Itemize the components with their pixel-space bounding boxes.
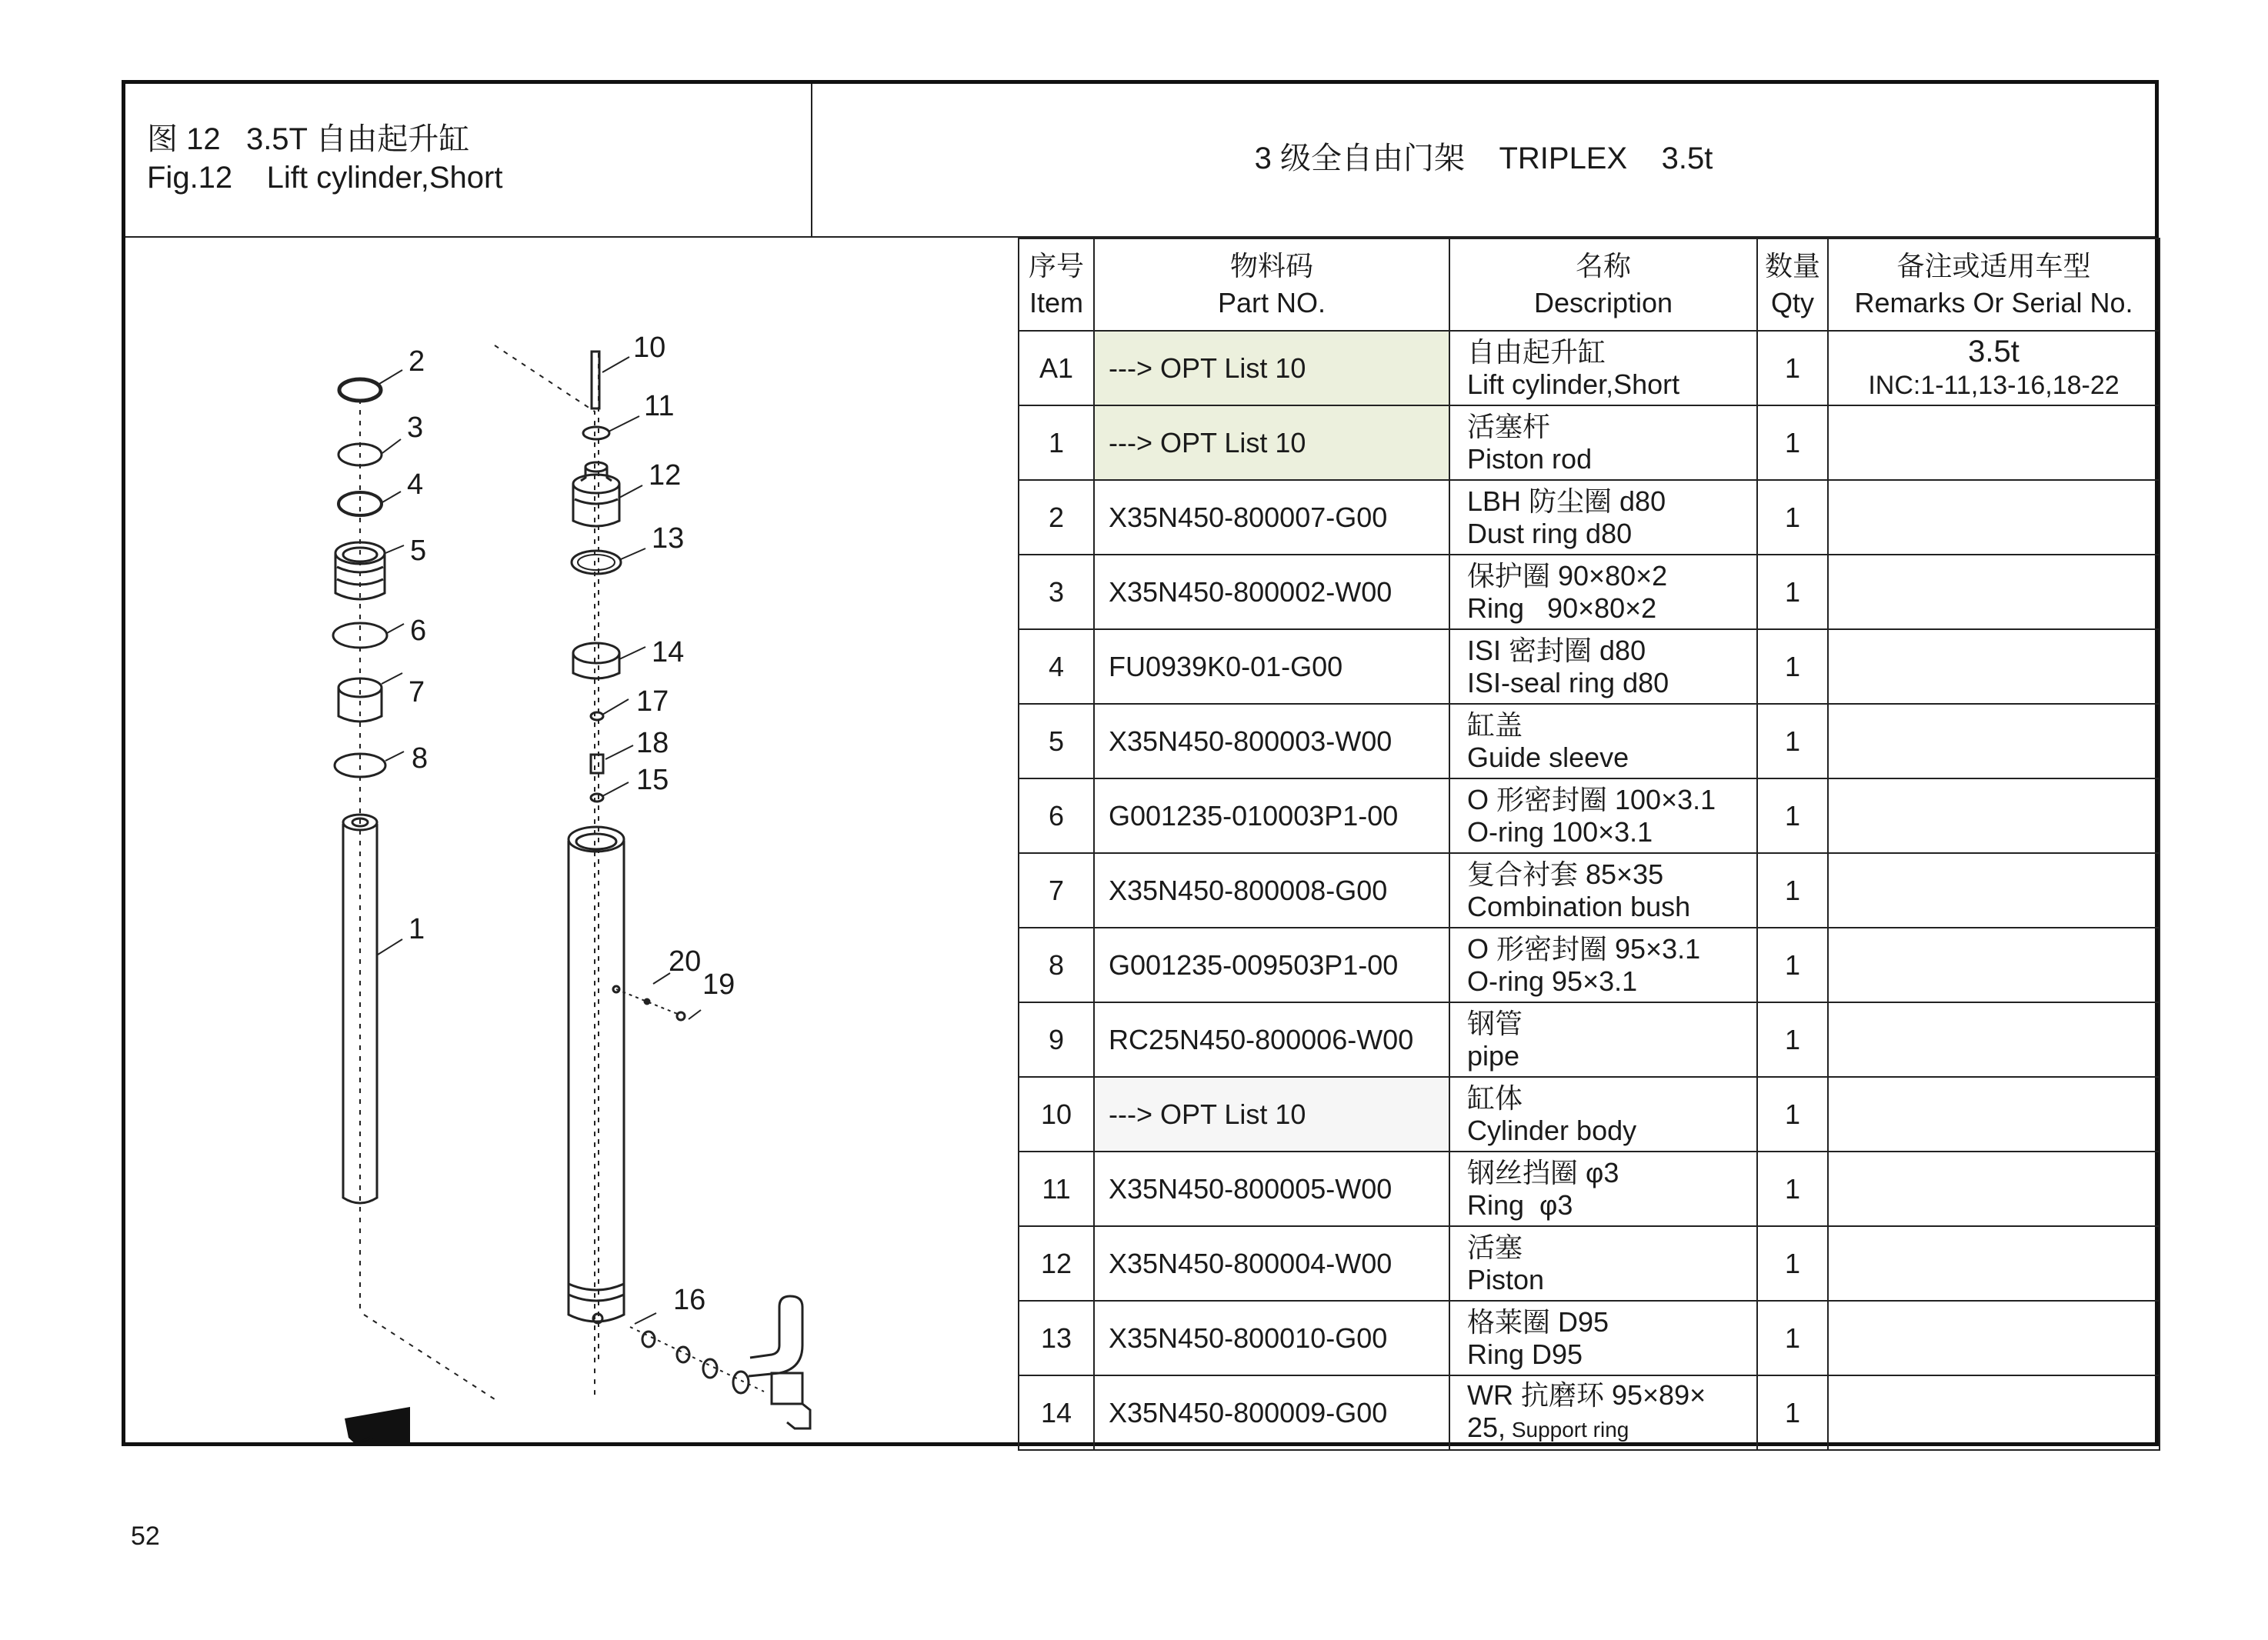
description-cell: LBH 防尘圈 d80 Dust ring d80 (1449, 480, 1757, 555)
remarks-cell (1828, 853, 2160, 928)
qty-cell: 1 (1757, 1375, 1828, 1450)
qty-cell: 1 (1757, 555, 1828, 629)
table-row (1019, 778, 2160, 853)
description-cell: 钢丝挡圈 φ3 Ring φ3 (1449, 1152, 1757, 1226)
header-qty: 数量 Qty (1757, 238, 1828, 331)
table-row (1019, 1375, 2160, 1450)
table-header-row (1019, 238, 2160, 331)
remarks-cell: 3.5t INC:1-11,13-16,18-22 (1828, 331, 2160, 405)
description-cell: 格莱圈 D95 Ring D95 (1449, 1301, 1757, 1375)
callout-15: 15 (636, 764, 669, 796)
callout-3: 3 (407, 412, 424, 444)
callout-7: 7 (409, 676, 425, 708)
table-row (1019, 1002, 2160, 1077)
qty-cell: 1 (1757, 405, 1828, 480)
callout-1: 1 (409, 913, 425, 945)
parts-table (1018, 238, 2160, 1451)
remarks-cell (1828, 1077, 2160, 1152)
callout-16: 16 (673, 1284, 706, 1316)
item-cell: 4 (1019, 629, 1094, 704)
header-remarks: 备注或适用车型 Remarks Or Serial No. (1828, 238, 2160, 331)
qty-cell: 1 (1757, 629, 1828, 704)
exploded-view-drawing (125, 238, 1018, 1446)
remarks-cell (1828, 629, 2160, 704)
table-row (1019, 853, 2160, 928)
table-row (1019, 1077, 2160, 1152)
description-cell: ISI 密封圈 d80 ISI-seal ring d80 (1449, 629, 1757, 704)
qty-cell: 1 (1757, 1301, 1828, 1375)
item-cell: 6 (1019, 778, 1094, 853)
table-row (1019, 1301, 2160, 1375)
part-no-cell: G001235-009503P1-00 (1094, 928, 1449, 1002)
table-row (1019, 704, 2160, 778)
part-no-cell: X35N450-800009-G00 (1094, 1375, 1449, 1450)
part-no-cell: G001235-010003P1-00 (1094, 778, 1449, 853)
remarks-cell (1828, 555, 2160, 629)
part-no-cell: X35N450-800004-W00 (1094, 1226, 1449, 1301)
callout-4: 4 (407, 468, 424, 501)
callout-12: 12 (649, 459, 682, 492)
callout-labels (125, 238, 1018, 1446)
qty-cell: 1 (1757, 1152, 1828, 1226)
item-cell: 12 (1019, 1226, 1094, 1301)
callout-13: 13 (652, 522, 685, 555)
item-cell: 1 (1019, 405, 1094, 480)
callout-2: 2 (409, 345, 425, 378)
table-row (1019, 405, 2160, 480)
item-cell: 8 (1019, 928, 1094, 1002)
table-row (1019, 480, 2160, 555)
part-no-cell: X35N450-800002-W00 (1094, 555, 1449, 629)
table-row (1019, 331, 2160, 405)
part-no-cell[interactable]: ---> OPT List 10 (1094, 331, 1449, 405)
part-no-cell[interactable]: ---> OPT List 10 (1094, 405, 1449, 480)
description-cell: O 形密封圈 95×3.1 O-ring 95×3.1 (1449, 928, 1757, 1002)
figure-title-en: Fig.12 Lift cylinder,Short (147, 161, 503, 195)
header-description: 名称 Description (1449, 238, 1757, 331)
remarks-cell (1828, 1375, 2160, 1450)
table-row (1019, 1152, 2160, 1226)
item-cell: 11 (1019, 1152, 1094, 1226)
remarks-cell (1828, 1002, 2160, 1077)
item-cell: 14 (1019, 1375, 1094, 1450)
item-cell: 7 (1019, 853, 1094, 928)
description-cell: O 形密封圈 100×3.1 O-ring 100×3.1 (1449, 778, 1757, 853)
callout-18: 18 (636, 727, 669, 759)
description-cell: 保护圈 90×80×2 Ring 90×80×2 (1449, 555, 1757, 629)
part-no-cell: X35N450-800008-G00 (1094, 853, 1449, 928)
remarks-cell (1828, 1226, 2160, 1301)
figure-title-cn: 图 12 3.5T 自由起升缸 (147, 122, 470, 156)
remarks-cell (1828, 704, 2160, 778)
remarks-cell (1828, 1152, 2160, 1226)
remarks-cell (1828, 778, 2160, 853)
page-number: 52 (131, 1522, 160, 1551)
callout-20: 20 (669, 945, 702, 978)
part-no-cell: X35N450-800007-G00 (1094, 480, 1449, 555)
callout-10: 10 (633, 332, 666, 364)
description-cell: 缸盖 Guide sleeve (1449, 704, 1757, 778)
callout-14: 14 (652, 636, 685, 668)
callout-19: 19 (702, 968, 735, 1001)
item-cell: 10 (1019, 1077, 1094, 1152)
qty-cell: 1 (1757, 853, 1828, 928)
qty-cell: 1 (1757, 1226, 1828, 1301)
callout-8: 8 (412, 742, 429, 775)
callout-11: 11 (644, 390, 675, 422)
description-cell: 活塞 Piston (1449, 1226, 1757, 1301)
qty-cell: 1 (1757, 928, 1828, 1002)
item-cell: A1 (1019, 331, 1094, 405)
qty-cell: 1 (1757, 1002, 1828, 1077)
description-cell: WR 抗磨环 95×89× 25, Support ring (1449, 1375, 1757, 1450)
callout-6: 6 (410, 615, 427, 647)
description-cell: 缸体 Cylinder body (1449, 1077, 1757, 1152)
remarks-cell (1828, 405, 2160, 480)
part-no-cell: X35N450-800010-G00 (1094, 1301, 1449, 1375)
part-no-cell[interactable]: ---> OPT List 10 (1094, 1077, 1449, 1152)
qty-cell: 1 (1757, 1077, 1828, 1152)
item-cell: 13 (1019, 1301, 1094, 1375)
qty-cell: 1 (1757, 331, 1828, 405)
description-cell: 活塞杆 Piston rod (1449, 405, 1757, 480)
mast-title-block (812, 84, 2155, 238)
header-part-no: 物料码 Part NO. (1094, 238, 1449, 331)
table-row (1019, 928, 2160, 1002)
part-no-cell: RC25N450-800006-W00 (1094, 1002, 1449, 1077)
item-cell: 5 (1019, 704, 1094, 778)
figure-title-block (125, 84, 812, 238)
header-item: 序号 Item (1019, 238, 1094, 331)
callout-17: 17 (636, 685, 669, 718)
description-cell: 自由起升缸 Lift cylinder,Short (1449, 331, 1757, 405)
table-row (1019, 629, 2160, 704)
table-row (1019, 1226, 2160, 1301)
item-cell: 2 (1019, 480, 1094, 555)
item-cell: 9 (1019, 1002, 1094, 1077)
table-row (1019, 555, 2160, 629)
qty-cell: 1 (1757, 704, 1828, 778)
part-no-cell: X35N450-800005-W00 (1094, 1152, 1449, 1226)
item-cell: 3 (1019, 555, 1094, 629)
qty-cell: 1 (1757, 778, 1828, 853)
remarks-cell (1828, 480, 2160, 555)
page-frame (122, 80, 2159, 1446)
remarks-cell (1828, 928, 2160, 1002)
qty-cell: 1 (1757, 480, 1828, 555)
part-no-cell: X35N450-800003-W00 (1094, 704, 1449, 778)
part-no-cell: FU0939K0-01-G00 (1094, 629, 1449, 704)
remarks-cell (1828, 1301, 2160, 1375)
mast-title: 3 级全自由门架 TRIPLEX 3.5t (1254, 141, 1713, 175)
description-cell: 复合衬套 85×35 Combination bush (1449, 853, 1757, 928)
callout-5: 5 (410, 535, 427, 567)
description-cell: 钢管 pipe (1449, 1002, 1757, 1077)
